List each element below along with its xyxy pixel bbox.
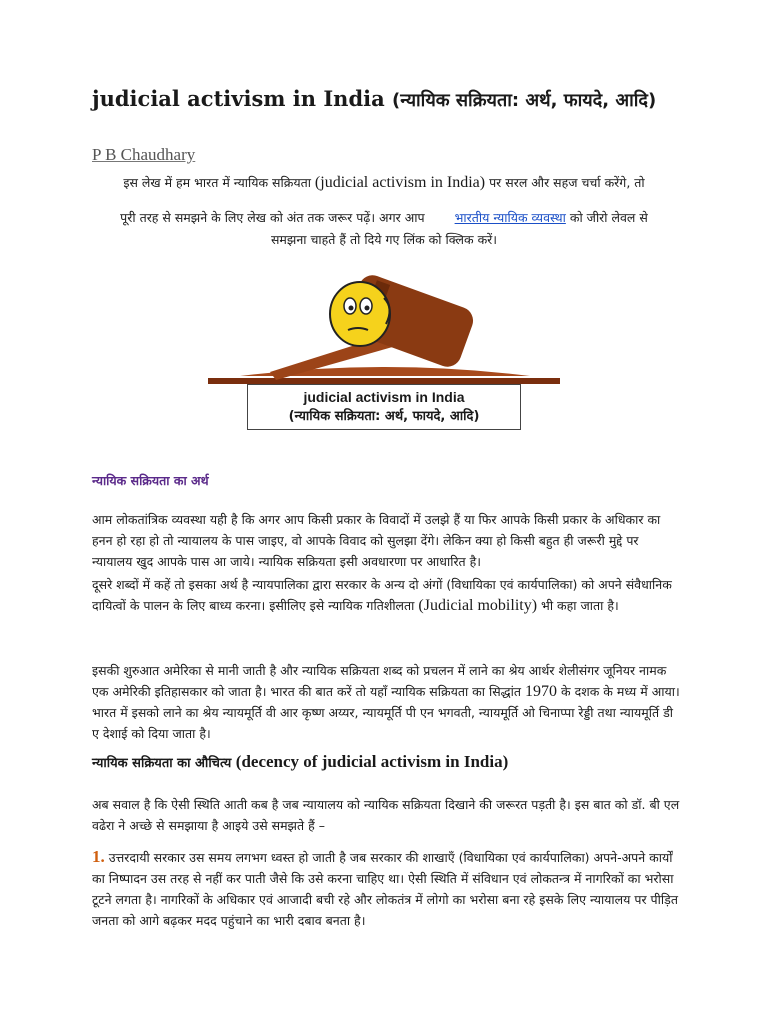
title-hindi: (न्यायिक सक्रियता: अर्थ, फायदे, आदि) — [392, 90, 657, 111]
figure-caption — [247, 384, 521, 430]
point-number: 1. — [92, 847, 105, 866]
judicial-system-link[interactable]: भारतीय न्यायिक व्यवस्था — [454, 210, 566, 225]
paragraph-text: इसकी शुरुआत अमेरिका से मानी जाती है और न्यायिक सक्रियता शब्द को प्रचलन में लाने का श्रेय आर्थर शेलीसंगर जूनियर नामक एक अमेरिकी इतिहासकार को जाता है। भारत की बात करें तो यहाँ न्यायिक सक्रियता का सिद्धांत — [92, 663, 667, 699]
intro-text: पूरी तरह से समझने के लिए लेख को अंत तक जरूर पढ़ें। अगर आप — [120, 210, 425, 225]
pupil-icon — [365, 306, 370, 311]
intro-line-2 — [80, 207, 688, 251]
pupil-icon — [349, 306, 354, 311]
intro-line-1 — [80, 172, 688, 194]
paragraph-text: के दशक के मध्य में आया। भारत में इसको लाने का श्रेय न्यायमूर्ति वी आर कृष्ण अय्यर, न्यायमूर्ति पी एन भगवती, न्यायमूर्ति ओ चिनाप्पा रेड्डी तथा न्यायमूर्ति डी ए देशाई को दिया जाता है। — [92, 684, 680, 741]
title-english: judicial activism in India — [92, 86, 385, 111]
paragraph-text: दूसरे शब्दों में कहें तो इसका अर्थ है न्यायपालिका द्वारा सरकार के अन्य दो अंगों (विधायिका एवं कार्यपालिका) को अपने संवैधानिक दायित्वों के पालन के लिए बाध्य करना। इसीलिए इसे न्यायिक गतिशीलता — [92, 577, 672, 613]
heading-hindi: न्यायिक सक्रियता का औचित्य — [92, 756, 232, 771]
intro-text: पर सरल और सहज चर्चा करेंगे, तो — [489, 175, 645, 190]
paragraph-meaning-2 — [92, 574, 682, 616]
section-heading-decency — [92, 752, 508, 772]
section-heading-meaning: न्यायिक सक्रियता का अर्थ — [92, 473, 209, 488]
point-1 — [92, 846, 682, 931]
year-text: 1970 — [525, 683, 558, 700]
page-title — [92, 86, 752, 112]
paragraph-decency-1: अब सवाल है कि ऐसी स्थिति आती कब है जब न्यायालय को न्यायिक सक्रियता दिखाने की जरूरत पड़ती है। इस बात को डॉ. बी एल वढेरा ने अच्छे से समझाया है आइये उसे समझते हैं – — [92, 797, 680, 833]
intro-text: समझना चाहते हैं तो दिये गए लिंक को क्लिक करें। — [270, 232, 498, 247]
heading-english: (decency of judicial activism in India) — [235, 752, 509, 771]
caption-english: judicial activism in India — [303, 389, 465, 405]
english-term: (Judicial mobility) — [418, 597, 538, 614]
author-link[interactable]: P B Chaudhary — [92, 145, 196, 164]
cartoon-face-icon — [330, 282, 390, 346]
paragraph-meaning-1: आम लोकतांत्रिक व्यवस्था यही है कि अगर आप किसी प्रकार के विवादों में उलझे हैं या फिर आपके किसी प्रकार के अधिकार का हनन हो रहा हो तो न्यायालय के पास जाइए, वो आपके विवाद को सुलझा देंगे। लेकिन क्या हो किसी बहुत ही जरूरी मुद्दे पर न्यायालय खुद आपके पास आ जाये। न्यायिक सक्रियता इसी अवधारणा पर आधारित है। — [92, 512, 661, 569]
intro-text: को जीरो लेवल से — [569, 210, 648, 225]
intro-text: इस लेख में हम भारत में न्यायिक सक्रियता — [123, 175, 311, 190]
paragraph-text: भी कहा जाता है। — [541, 598, 619, 613]
intro-english-term: (judicial activism in India) — [314, 174, 486, 191]
point-text: उत्तरदायी सरकार उस समय लगभग ध्वस्त हो जाती है जब सरकार की शाखाएँ (विधायिका एवं कार्यपालिका) अपने-अपने कार्यों का निष्पादन उस तरह से नहीं कर पाती जैसे कि उसे करना चाहिए था। ऐसी स्थिति में संविधान एवं लोकतन्त्र में नागरिकों का भरोसा टूटने लगता है। नागरिकों के अधिकार एवं आजादी बची रहे और लोकतंत्र में लोगो का भरोसा बना रहे इसके लिए न्यायालय पर पीड़ित जनता को आगे बढ़कर मदद पहुंचाने का भारी दबाव बनता है। — [92, 850, 678, 928]
caption-hindi: (न्यायिक सक्रियता: अर्थ, फायदे, आदि) — [288, 409, 480, 424]
paragraph-meaning-3 — [92, 660, 682, 744]
